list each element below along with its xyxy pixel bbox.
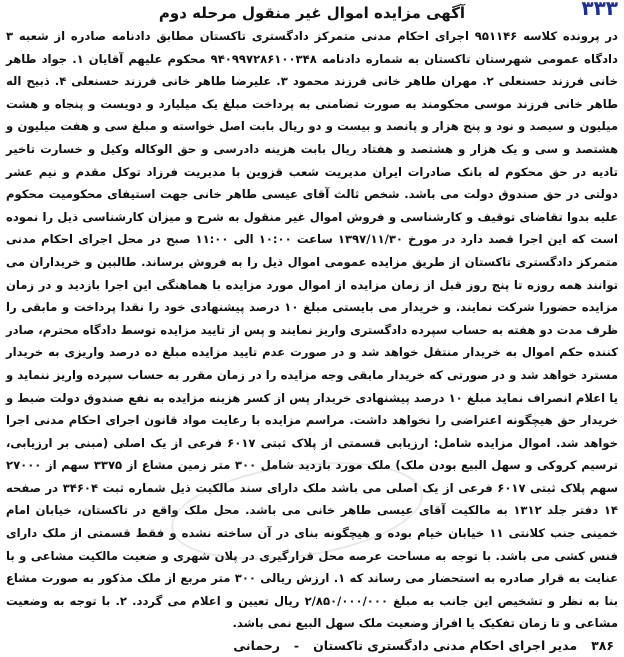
footer-code: ۳۸۶: [591, 638, 614, 654]
footer-office: مدیر اجرای احکام مدنی دادگستری تاکستان: [313, 638, 578, 654]
notice-body: در پرونده کلاسه ۹۵۱۱۴۶ اجرای احکام مدنی متمرکز دادگستری تاکستان مطابق دادنامه صادره از شعبه ۳ دادگاه عمومی شهرستان تاکستان به شماره دادنامه ۹۴۰۹۹۷۲۸۶۱۰۰۳۴۸ محکوم علیهم آقایان ۱. جواد طاهر خانی فرزند حسنعلی ۲. مهران طاهر خانی فرزند محمود ۳. علیرضا طاهر خانی فرزند حسنعلی ۴. ذبیح اله طاهر خانی فرزند موسی محکومند به صورت تضامنی به پرداخت مبلغ یک میلیارد و دویست و پنجاه و هشت میلیون و سیصد و نود و پنج هزار و پانصد و بیست و دو ریال بابت اصل خواسته و مبلغ سی و هفت میلیون و هشتصد و سی و یک هزار و هشتصد و هفتاد ریال بابت هزینه دادرسی و حق الوکاله وکیل و خسارت تاخیر تادیه در حق محکوم له بانک صادرات ایران مدیریت شعب قزوین با مدیریت فرزاد توکل مقدم و نیم عشر دولتی در حق صندوق دولت می باشد. شخص ثالث آقای عیسی طاهر خانی جهت استیفای محکومیت محکوم علیه بدوا تقاضای توقیف و کارشناسی و فروش اموال غیر منقول به شرح و میزان کارشناسی ذیل را نموده است که این اجرا قصد دارد در مورخ ۱۳۹۷/۱۱/۳۰ ساعت ۱۰:۰۰ الی ۱۱:۰۰ صبح در محل اجرای احکام مدنی متمرکز دادگستری تاکستان از طریق مزایده عمومی اموال ذیل را به فروش برساند. طالبین و خریداران می توانند همه روزه تا پنج روز قبل از زمان مزایده از اموال مورد مزایده با هماهنگی این اجرا بازدید و در زمان مزایده حضورا شرکت نمایند. و خریدار می بایستی مبلغ ۱۰ درصد پیشنهادی خود را نقدا پرداخت و مابقی را ظرف مدت دو هفته به حساب سپرده دادگستری واریز نمایند و پس از تایید مزایده توسط دادگاه محترم، صادر کننده حکم اموال به خریدار منتقل خواهد شد و در صورت عدم تایید مزایده مبلغ ده درصد واریزی به خریدار مسترد خواهد شد و در صورتی که خریدار مابقی وجه مزایده را در زمان مقرر به حساب سپرده واریز ننماید و یا اعلام انصراف نماید مبلغ ۱۰ درصد پیشنهادی خریدار پس از کسر هزینه مزایده به نفع صندوق دولت ضبط و خریدار حق هیچگونه اعتراضی را نخواهد داشت. مراسم مزایده با رعایت مواد قانون اجرای احکام مدنی اجرا خواهد شد. اموال مزایده شامل: ارزیابی قسمتی از پلاک ثبتی ۶۰۱۷ فرعی از یک اصلی (مبنی بر ارزیابی، ترسیم کروکی و سهل البیع بودن ملک) ملک مورد بازدید شامل ۳۰۰ متر زمین مشاع از ۳۳۷۵ سهم از ۲۷۰۰۰ سهم پلاک ثبتی ۶۰۱۷ فرعی از یک اصلی می باشد ملک دارای سند مالکیت ذیل شماره ثبت ۳۴۶۰۴ در صفحه ۱۴ دفتر جلد ۱۳۱۲ به مالکیت آقای عیسی طاهر خانی می باشد. محل ملک واقع در تاکستان، خیابان امام خمینی جنب کلانتی ۱۱ خیابان خیام بوده و هیچگونه بنای در آن ساخته نشده و فقط قسمتی از ملک دارای فنس کشی می باشد. با توجه به مساحت عرصه محل قرارگیری در پلان شهری و ضعیت مالکیت مشاعی و با عنایت به قرار صادره به استحضار می رساند که ۱. ارزش ریالی ۳۰۰ متر مربع از ملک مذکور به صورت مشاع بنا به نظر و تشخیص این جانب به مبلغ ۲/۸۵۰/۰۰۰/۰۰۰ ریال تعیین و اعلام می گردد. ۲. با توجه به وضعیت مشاعی و تا زمان تفکیک یا افراز وضعیت ملک سهل البیع نمی باشد.: [6, 29, 619, 631]
footer-name: رحمانی: [233, 638, 280, 654]
notice-footer: [6, 635, 618, 657]
corner-mark: ۳۳۳: [581, 0, 618, 20]
notice-title: آگهی مزایده اموال غیر منقول مرحله دوم: [158, 4, 466, 22]
footer-separator: -: [293, 638, 300, 654]
